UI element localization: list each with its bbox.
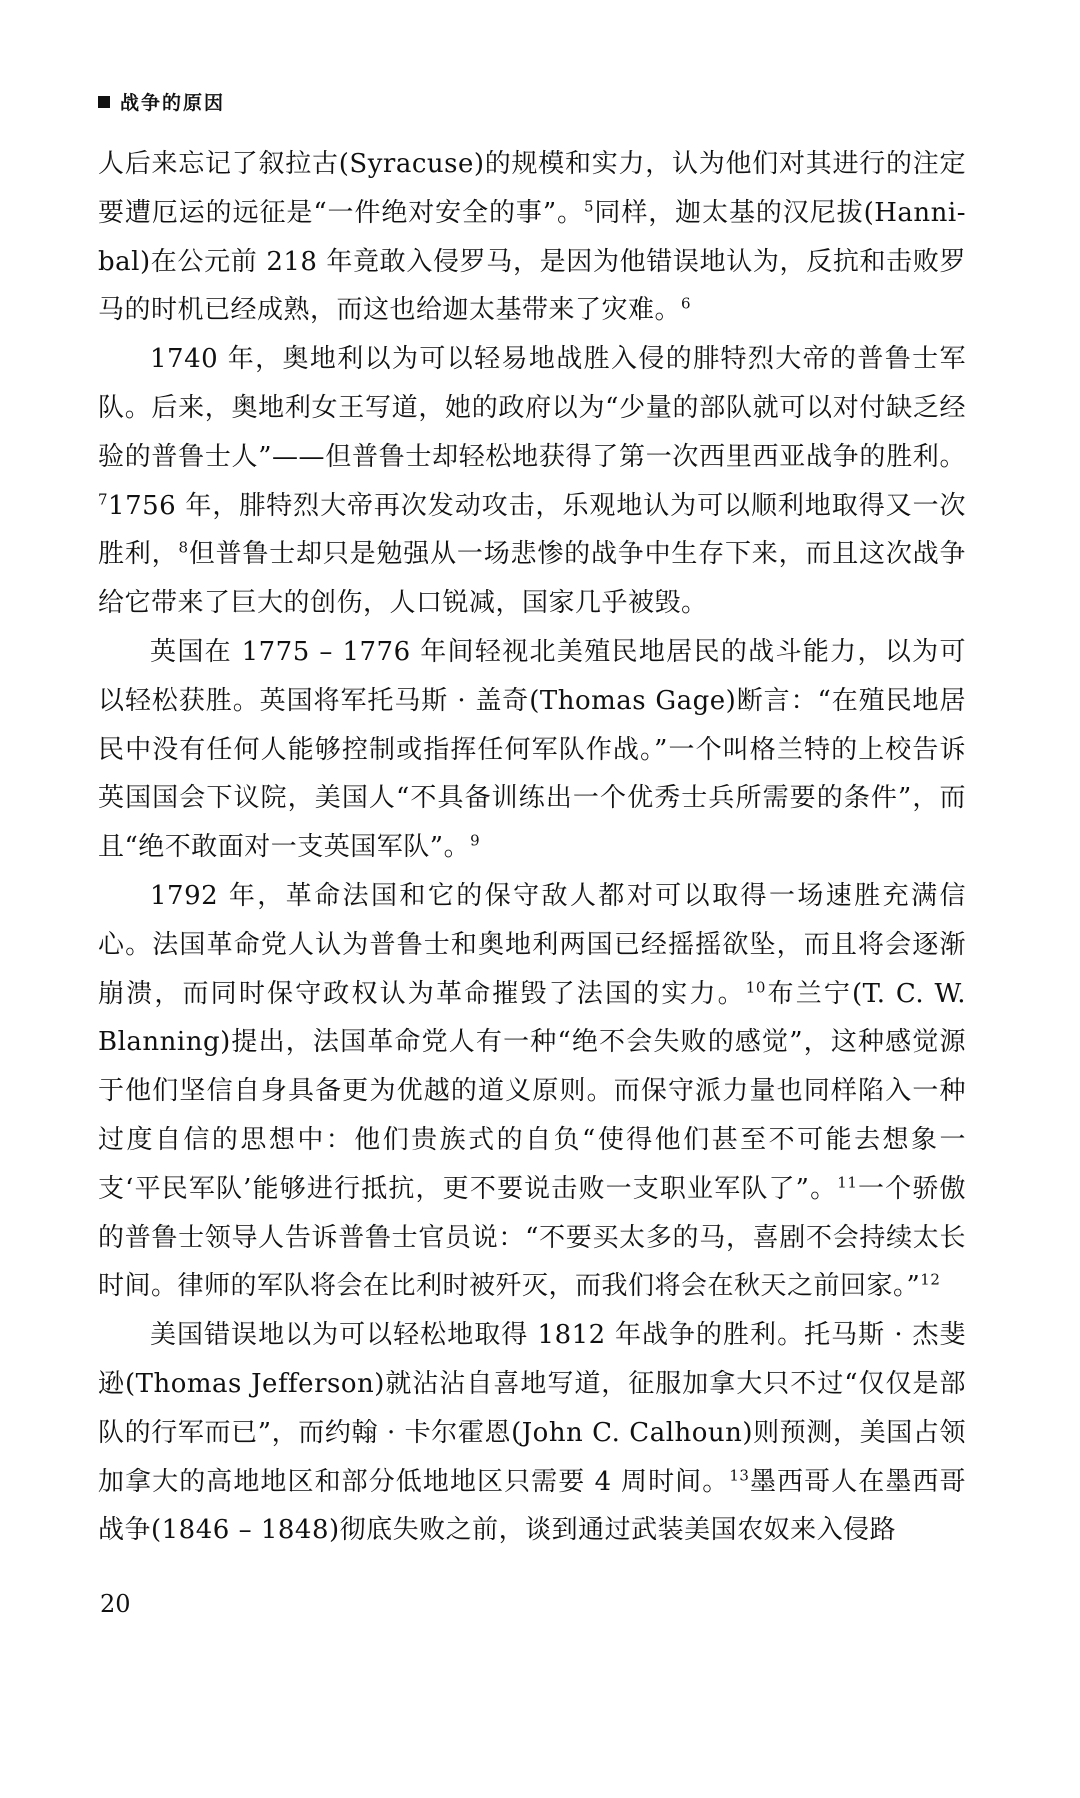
- running-head-title: 战争的原因: [120, 92, 226, 114]
- footnote-marker: 5: [583, 197, 595, 216]
- footnote-marker: 12: [920, 1270, 941, 1289]
- paragraph-text: 1740 年，奥地利以为可以轻易地战胜入侵的腓特烈大帝的普鲁士军队。后来，奥地利女王写道，她的政府以为“少量的部队就可以对付缺乏经验的普鲁士人”——但普鲁士却轻松地获得了第一次西里西亚战争的胜利。: [98, 344, 966, 472]
- body-text: [98, 140, 966, 1555]
- footnote-marker: 6: [681, 294, 692, 313]
- paragraph: [98, 140, 966, 335]
- paragraph-text: 人后来忘记了叙拉古(Syracuse)的规模和实力，认为他们对其进行的注定要遭厄运的远征是“一件绝对安全的事”。: [98, 149, 966, 228]
- paragraph-text: 同样，迦太基的汉尼拔(Hanni-bal)在公元前 218 年竟敢入侵罗马，是因为他错误地认为，反抗和击败罗马的时机已经成熟，而这也给迦太基带来了灾难。: [98, 197, 966, 326]
- page-number: 20: [100, 1590, 131, 1618]
- paragraph-text: 墨西哥人在墨西哥战争(1846 – 1848)彻底失败之前，谈到通过武装美国农奴来入侵路: [98, 1466, 966, 1546]
- footnote-marker: 10: [745, 977, 766, 996]
- footnote-marker: 13: [729, 1465, 750, 1484]
- paragraph: [98, 1311, 966, 1555]
- paragraph-text: 但普鲁士却只是勉强从一场悲惨的战争中生存下来，而且这次战争给它带来了巨大的创伤，人口锐减，国家几乎被毁。: [98, 539, 966, 619]
- footnote-marker: 7: [98, 489, 109, 508]
- paragraph-text: 一个骄傲的普鲁士领导人告诉普鲁士官员说：“不要买太多的马，喜剧不会持续太长时间。律师的军队将会在比利时被歼灭，而我们将会在秋天之前回家。”: [98, 1173, 966, 1302]
- paragraph-text: 美国错误地以为可以轻松地取得 1812 年战争的胜利。托马斯 · 杰斐逊(Thomas Jefferson)就沾沾自喜地写道，征服加拿大只不过“仅仅是部队的行军而已”，而约翰 · 卡尔霍恩(John C. Calhoun)则预测，美国占领加拿大的高地地区和部分低地地区只需要 4 周时间。: [98, 1320, 966, 1497]
- paragraph: [98, 628, 966, 872]
- footnote-marker: 8: [178, 538, 189, 557]
- square-bullet-icon: [98, 96, 110, 108]
- paragraph-text: 1756 年，腓特烈大帝再次发动攻击，乐观地认为可以顺利地取得又一次胜利，: [98, 490, 966, 570]
- paragraph-text: 英国在 1775 – 1776 年间轻视北美殖民地居民的战斗能力，以为可以轻松获胜。英国将军托马斯 · 盖奇(Thomas Gage)断言：“在殖民地居民中没有任何人能够控制或指挥任何军队作战。”一个叫格兰特的上校告诉英国国会下议院，美国人“不具备训练出一个优秀士兵所需要的条件”，而且“绝不敢面对一支英国军队”。: [98, 636, 966, 863]
- footnote-marker: 11: [837, 1173, 858, 1192]
- paragraph-text: 1792 年，革命法国和它的保守敌人都对可以取得一场速胜充满信心。法国革命党人认为普鲁士和奥地利两国已经摇摇欲坠，而且将会逐渐崩溃，而同时保守政权认为革命摧毁了法国的实力。: [98, 880, 966, 1009]
- paragraph: [98, 335, 966, 628]
- running-head: [98, 88, 225, 115]
- footnote-marker: 9: [470, 831, 481, 850]
- paragraph: [98, 872, 966, 1311]
- paragraph-text: 布兰宁(T. C. W. Blanning)提出，法国革命党人有一种“绝不会失败的感觉”，这种感觉源于他们坚信自身具备更为优越的道义原则。而保守派力量也同样陷入一种过度自信的思想中：他们贵族式的自负“使得他们甚至不可能去想象一支‘平民军队’能够进行抵抗，更不要说击败一支职业军队了”。: [98, 978, 966, 1204]
